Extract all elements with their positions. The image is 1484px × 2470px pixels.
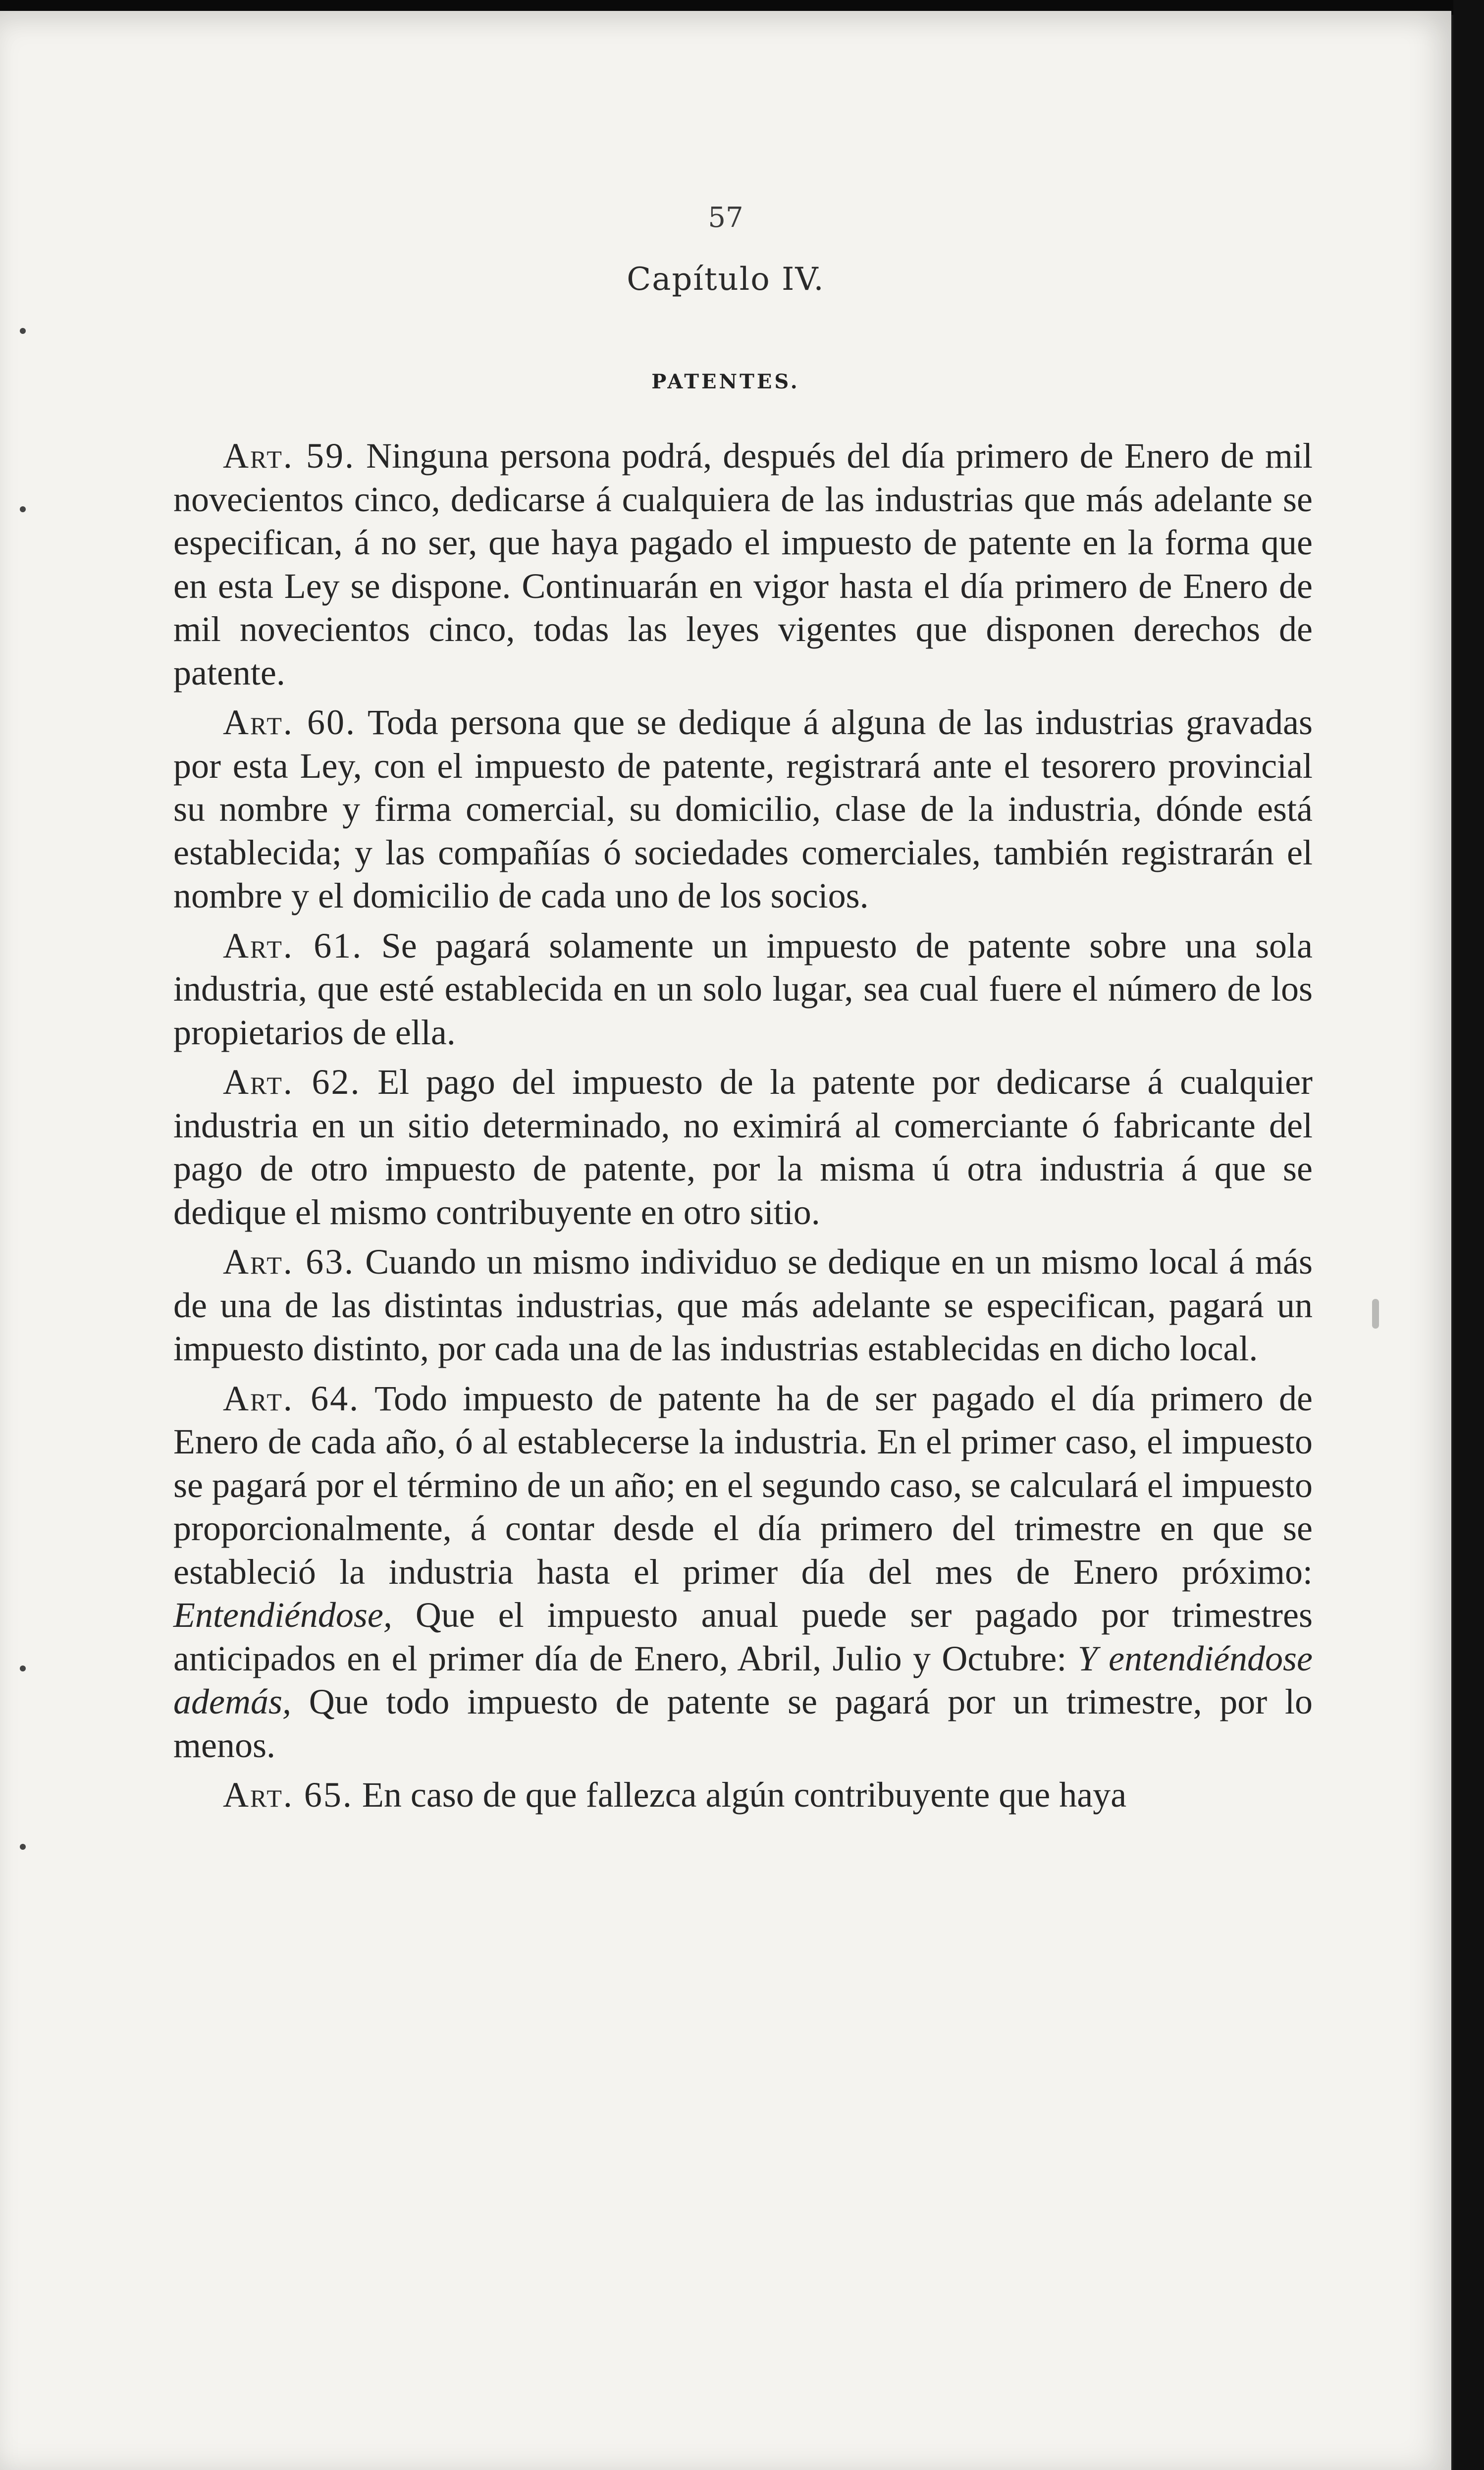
article-62: [173, 1061, 1313, 1234]
article-text: Todo impuesto de patente ha de ser pagado el día primero de Enero de cada año, ó al establecerse la industria. En el primer caso, el impuesto se pagará por el término de un año; en el segundo caso, se calculará el impuesto proporcionalmente, á contar desde el día primero del trimestre en que se estableció la industria hasta el primer día del mes de Enero próximo:: [173, 1378, 1313, 1592]
article-text: Ninguna persona podrá, después del día primero de Enero de mil novecientos cinco, dedicarse á cualquiera de las industrias que más adelante se especifican, á no ser, que haya pagado el impuesto de patente en la forma que en esta Ley se dispone. Continuarán en vigor hasta el día primero de Enero de mil novecientos cinco, todas las leyes vigentes que disponen derechos de patente.: [173, 436, 1313, 693]
article-text: En caso de que fallezca algún contribuyente que haya: [362, 1775, 1127, 1815]
article-text: El pago del impuesto de la patente por dedicarse á cualquier industria en un sitio determinado, no eximirá al comerciante ó fabricante del pago de otro impuesto de patente, por la misma ú otra industria á que se dedique el mismo contribuyente en otro sitio.: [173, 1062, 1313, 1232]
article-text: Toda persona que se dedique á alguna de las industrias gravadas por esta Ley, con el impuesto de patente, registrará ante el tesorero provincial su nombre y firma comercial, su domicilio, clase de la industria, dónde está establecida; y las compañías ó sociedades comerciales, también registrarán el nombre y el domicilio de cada uno de los socios.: [173, 702, 1313, 915]
section-title: PATENTES.: [651, 370, 800, 393]
article-64: [173, 1377, 1313, 1768]
article-label: Art. 61.: [223, 925, 363, 966]
article-label: Art. 65.: [223, 1775, 353, 1815]
article-label: Art. 63.: [223, 1242, 355, 1282]
article-emphasis: Entendiéndose,: [173, 1595, 392, 1635]
text-body: [173, 434, 1313, 1824]
margin-dot: [20, 328, 26, 334]
article-63: [173, 1240, 1313, 1371]
article-label: Art. 62.: [223, 1062, 361, 1102]
chapter-title: Capítulo IV.: [627, 261, 825, 298]
scan-border-right: [1453, 0, 1484, 2470]
article-60: [173, 701, 1313, 918]
article-emphasis: Y entendiéndose además,: [173, 1638, 1313, 1721]
margin-dot: [20, 1844, 26, 1850]
article-label: Art. 59.: [223, 436, 356, 476]
article-text: Cuando un mismo individuo se dedique en un mismo local á más de una de las distintas industrias, que más adelante se especifican, pagará un impuesto distinto, por cada una de las industrias establecidas en dicho local.: [173, 1242, 1313, 1368]
article-text: Se pagará solamente un impuesto de patente sobre una sola industria, que esté establecida en un solo lugar, sea cual fuere el número de los propietarios de ella.: [173, 925, 1313, 1052]
article-text: Que todo impuesto de patente se pagará por un trimestre, por lo menos.: [173, 1682, 1313, 1765]
margin-dot: [20, 1665, 26, 1671]
book-page: [0, 11, 1451, 2470]
article-65: [173, 1773, 1313, 1817]
article-59: [173, 434, 1313, 695]
page-number: 57: [708, 202, 743, 234]
page-edge-mark: [1372, 1299, 1379, 1329]
article-label: Art. 64.: [223, 1378, 360, 1418]
article-text: Que el impuesto anual puede ser pagado por trimestres anticipados en el primer día de Enero, Abril, Julio y Octubre:: [173, 1595, 1313, 1678]
margin-dot: [20, 506, 26, 512]
article-label: Art. 60.: [223, 702, 357, 742]
article-61: [173, 924, 1313, 1055]
